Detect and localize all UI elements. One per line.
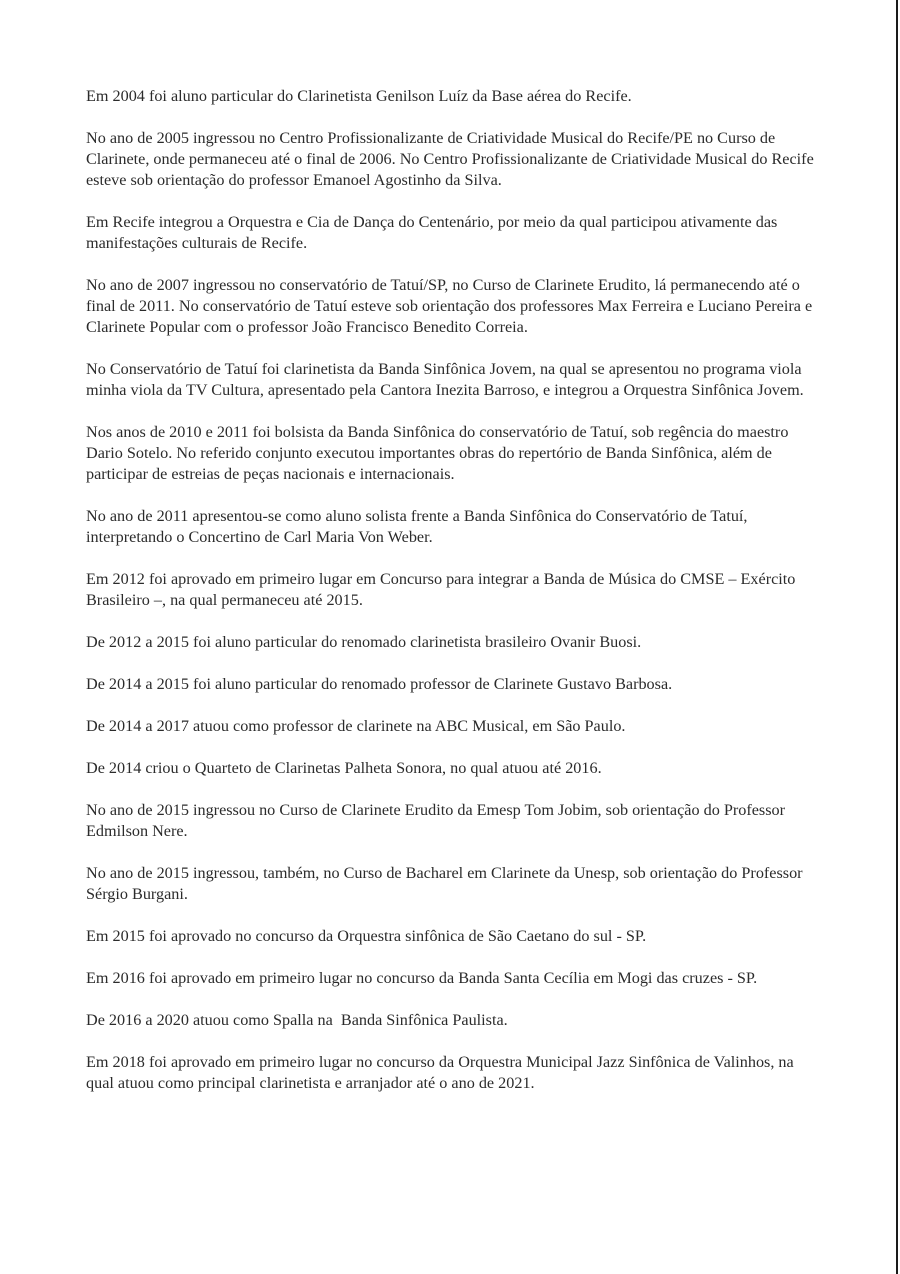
paragraph-2018-valinhos: Em 2018 foi aprovado em primeiro lugar no concurso da Orquestra Municipal Jazz Sinfônica de Valinhos, na qual atuou como principal clarinetista e arranjador até o ano de 2021. xyxy=(86,1053,798,1092)
paragraph-2014-palheta-sonora: De 2014 criou o Quarteto de Clarinetas Palheta Sonora, no qual atuou até 2016. xyxy=(86,759,602,777)
paragraph-orquestra-centenario: Em Recife integrou a Orquestra e Cia de Dança do Centenário, por meio da qual participou ativamente das manifestações culturais de Recife. xyxy=(86,213,782,252)
paragraph-2012-cmse: Em 2012 foi aprovado em primeiro lugar em Concurso para integrar a Banda de Música do CMSE – Exército Brasileiro –, na qual permaneceu até 2015. xyxy=(86,570,800,609)
paragraph-2014-gustavo-barbosa: De 2014 a 2015 foi aluno particular do renomado professor de Clarinete Gustavo Barbosa. xyxy=(86,675,673,693)
paragraph-2005-centro-profissionalizante: No ano de 2005 ingressou no Centro Profissionalizante de Criatividade Musical do Recife/PE no Curso de Clarinete, onde permaneceu até o final de 2006. No Centro Profissionalizante de Criatividade Musical do Recife esteve sob orientação do professor Emanoel Agostinho da Silva. xyxy=(86,129,818,189)
paragraph-2015-emesp: No ano de 2015 ingressou no Curso de Clarinete Erudito da Emesp Tom Jobim, sob orientação do Professor Edmilson Nere. xyxy=(86,801,790,840)
paragraph-2015-sao-caetano: Em 2015 foi aprovado no concurso da Orquestra sinfônica de São Caetano do sul - SP. xyxy=(86,927,647,945)
paragraph-2011-solista: No ano de 2011 apresentou-se como aluno solista frente a Banda Sinfônica do Conservatório de Tatuí, interpretando o Concertino de Carl Maria Von Weber. xyxy=(86,507,752,546)
paragraph-2014-abc-musical: De 2014 a 2017 atuou como professor de clarinete na ABC Musical, em São Paulo. xyxy=(86,717,626,735)
paragraph-2004-genilson: Em 2004 foi aluno particular do Clarinetista Genilson Luíz da Base aérea do Recife. xyxy=(86,87,632,105)
paragraph-banda-sinfonica-jovem: No Conservatório de Tatuí foi clarinetista da Banda Sinfônica Jovem, na qual se apresentou no programa viola minha viola da TV Cultura, apresentado pela Cantora Inezita Barroso, e integrou a Orquestra Sinfônica Jovem. xyxy=(86,360,806,399)
paragraph-2007-tatui: No ano de 2007 ingressou no conservatório de Tatuí/SP, no Curso de Clarinete Erudito, lá permanecendo até o final de 2011. No conservatório de Tatuí esteve sob orientação dos professores Max Ferreira e Luciano Pereira e Clarinete Popular com o professor João Francisco Benedito Correia. xyxy=(86,276,817,336)
paragraph-2012-ovanir-buosi: De 2012 a 2015 foi aluno particular do renomado clarinetista brasileiro Ovanir Buosi. xyxy=(86,633,642,651)
document-body xyxy=(86,86,816,1115)
paragraph-2016-santa-cecilia: Em 2016 foi aprovado em primeiro lugar no concurso da Banda Santa Cecília em Mogi das cruzes - SP. xyxy=(86,969,758,987)
paragraph-2016-spalla: De 2016 a 2020 atuou como Spalla na Banda Sinfônica Paulista. xyxy=(86,1011,508,1029)
paragraph-2015-unesp: No ano de 2015 ingressou, também, no Curso de Bacharel em Clarinete da Unesp, sob orientação do Professor Sérgio Burgani. xyxy=(86,864,807,903)
paragraph-2010-bolsista: Nos anos de 2010 e 2011 foi bolsista da Banda Sinfônica do conservatório de Tatuí, sob regência do maestro Dario Sotelo. No referido conjunto executou importantes obras do repertório de Banda Sinfônica, além de participar de estreias de peças nacionais e internacionais. xyxy=(86,423,793,483)
